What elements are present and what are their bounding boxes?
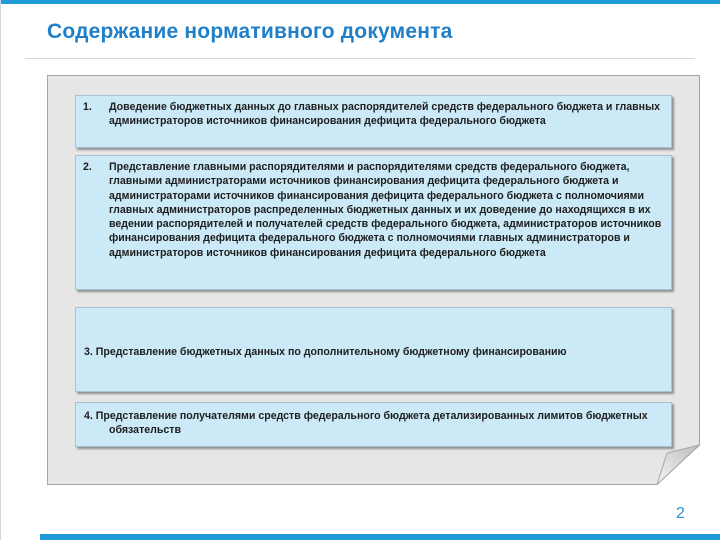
content-item-2 — [75, 155, 672, 290]
content-item-4 — [75, 402, 672, 447]
left-margin-rule — [0, 0, 1, 540]
page-title: Содержание нормативного документа — [47, 20, 453, 43]
bottom-accent-bar — [40, 534, 720, 540]
item-number: 1. — [83, 101, 92, 113]
content-item-1 — [75, 95, 672, 148]
title-divider — [25, 58, 695, 59]
item-text: 3. Представление бюджетных данных по дополнительному бюджетному финансированию — [84, 346, 567, 358]
top-accent-bar — [0, 0, 720, 4]
content-item-3 — [75, 307, 672, 392]
item-text: 4. Представление получателями средств федерального бюджета детализированных лимитов бюджетных обязательств — [84, 410, 648, 437]
item-number: 2. — [83, 161, 92, 173]
item-text: Представление главными распорядителями и распорядителями средств федерального бюджета, главными администраторами источников финансирования дефицита федерального бюджета и администраторами источников финансирования дефицита федерального бюджета с полномочиями главных администраторов распределенных бюджетных данных и их доведение до находящихся в их ведении распорядителей и получателей средств федерального бюджета, администраторов источников финансирования дефицита федерального бюджета с полномочиями главных администраторов и администраторов источников финансирования дефицита федерального бюджета — [109, 161, 662, 259]
item-text: Доведение бюджетных данных до главных распорядителей средств федерального бюджета и главных администраторов источников финансирования дефицита федерального бюджета — [109, 101, 661, 128]
page-number: 2 — [676, 505, 685, 522]
